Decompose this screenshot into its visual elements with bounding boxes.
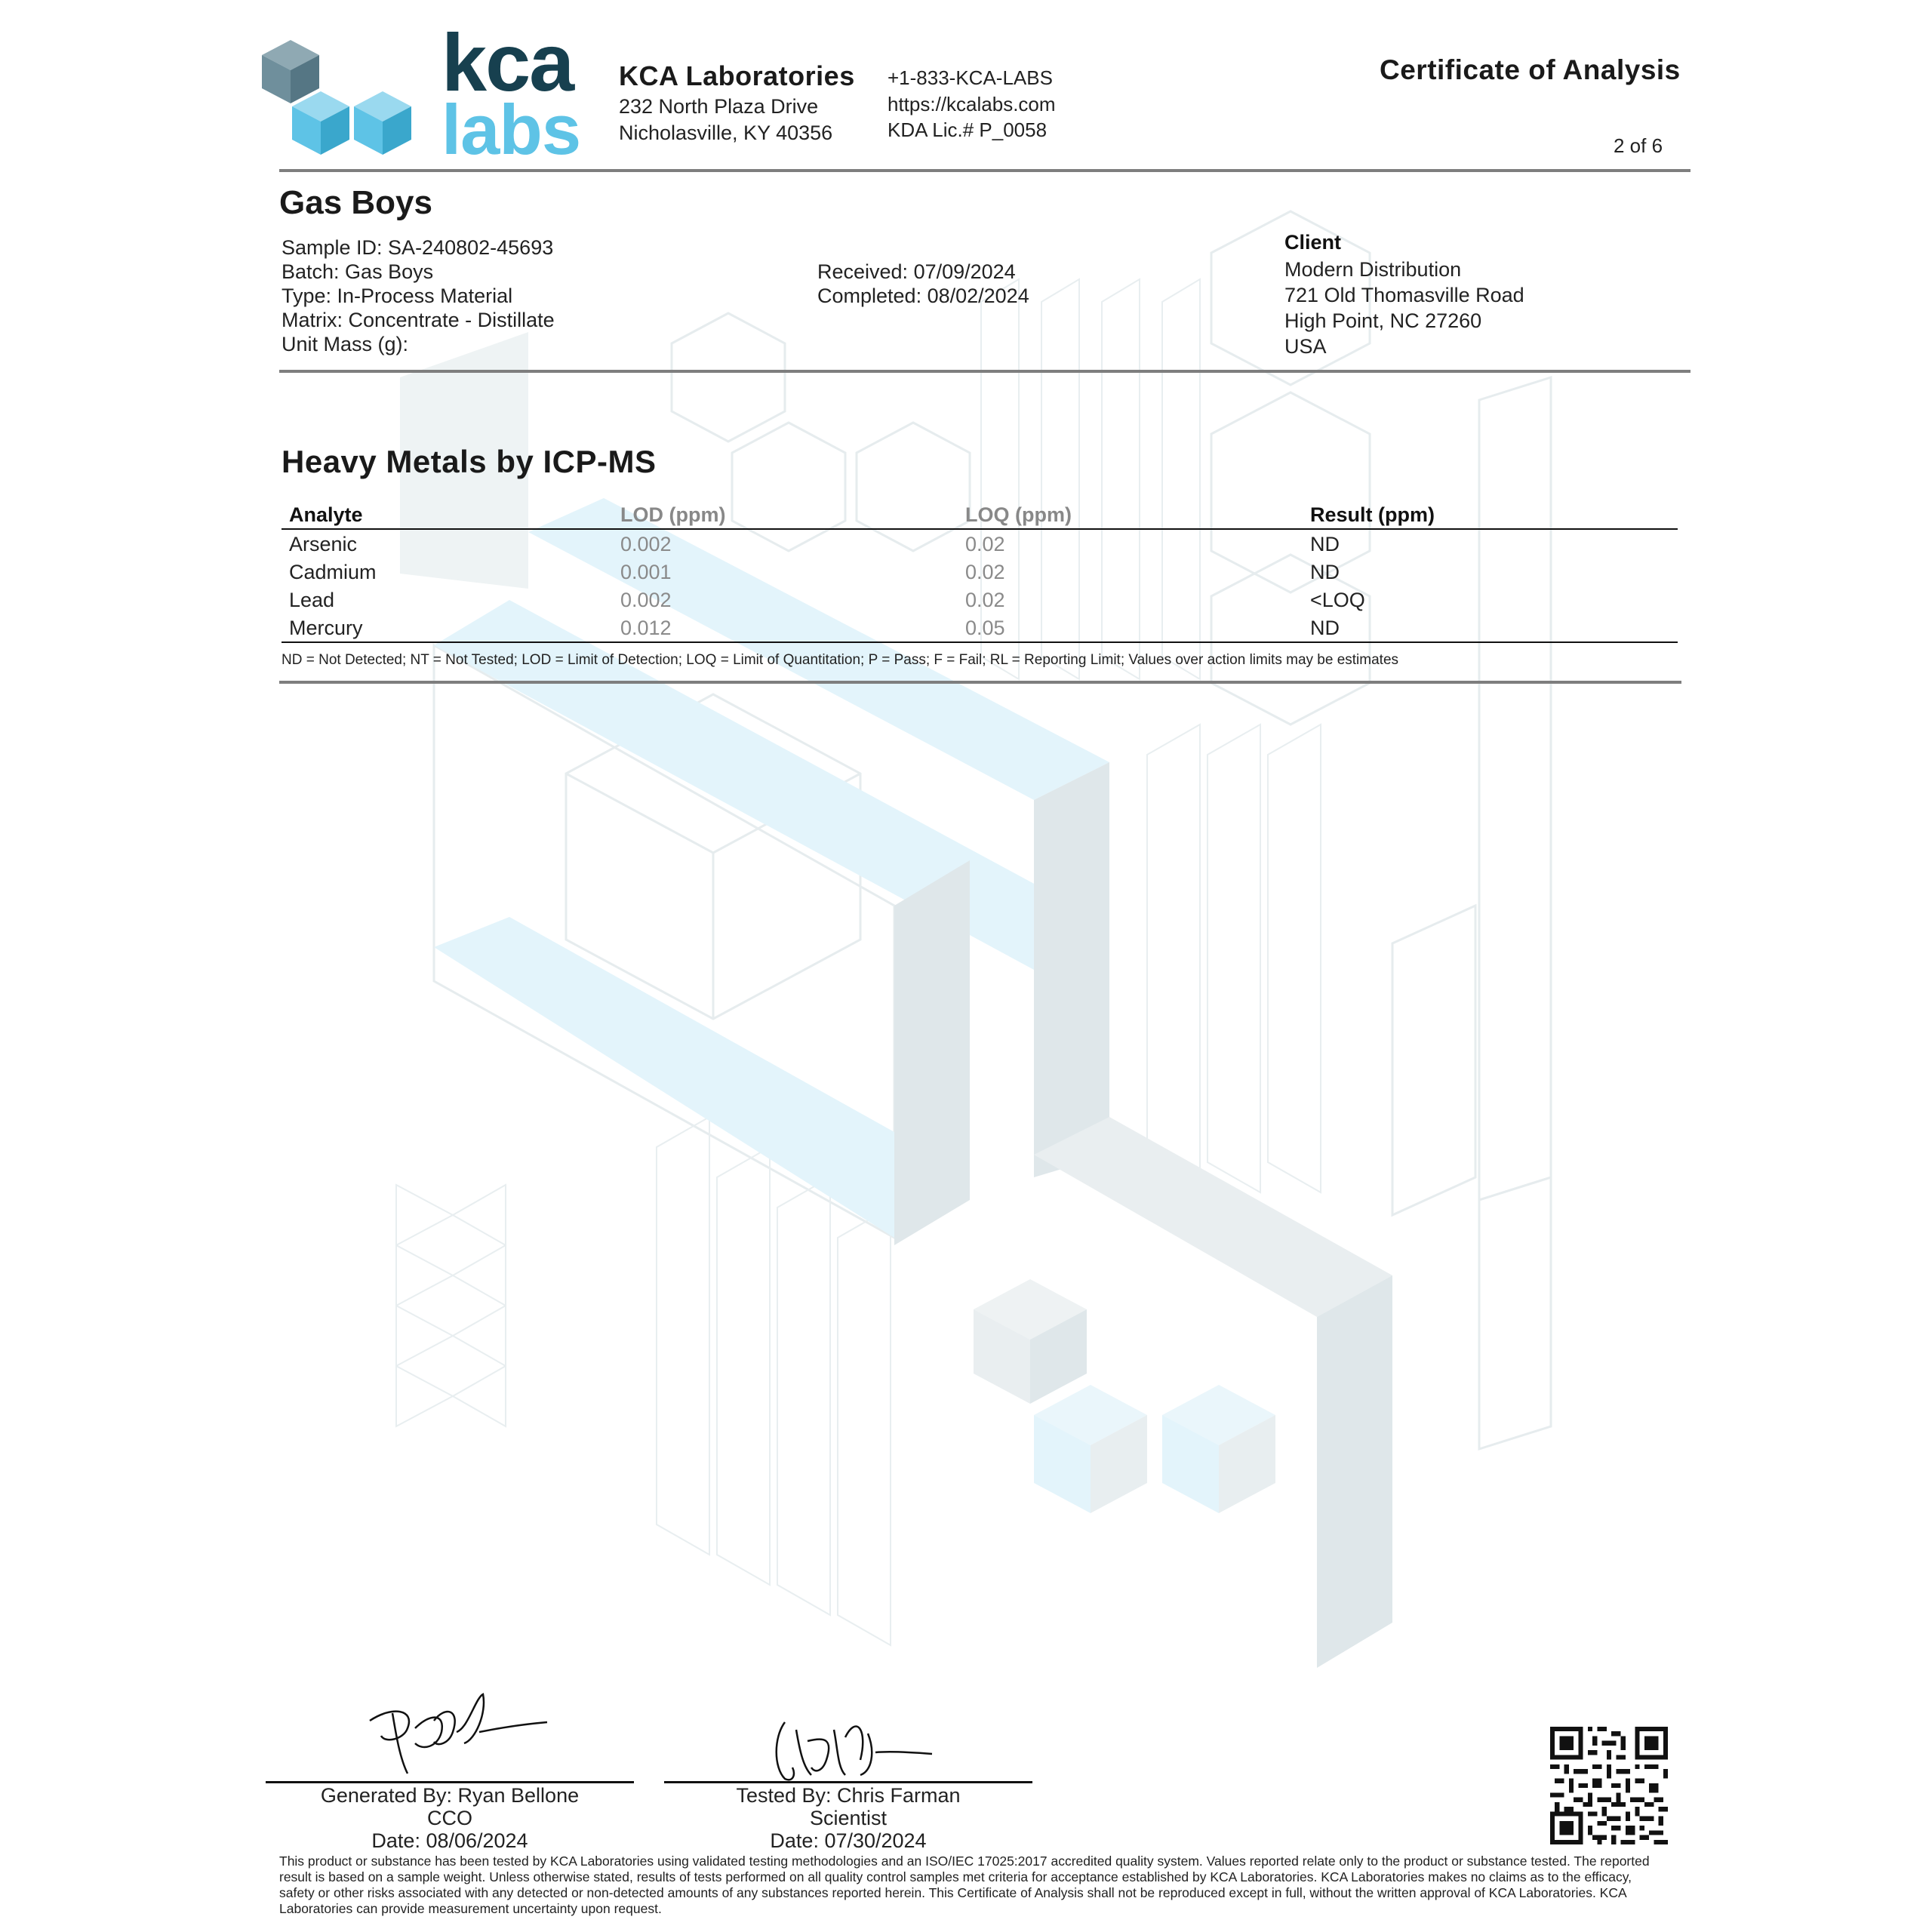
- table-cell-lod: 0.001: [620, 561, 672, 583]
- section-title-heavy-metals: Heavy Metals by ICP-MS: [281, 444, 657, 479]
- generated-by-name: Generated By: Ryan Bellone: [320, 1784, 580, 1807]
- table-cell-loq: 0.02: [965, 561, 1005, 583]
- table-cell-lod: 0.002: [620, 533, 672, 555]
- table-cell-analyte: Lead: [289, 589, 335, 611]
- table-cell-analyte: Arsenic: [289, 533, 358, 555]
- generated-by: [266, 1784, 634, 1852]
- completed-date: Completed: 08/02/2024: [817, 285, 1029, 307]
- table-cell-lod: 0.012: [620, 617, 672, 639]
- table-cell-analyte: Cadmium: [289, 561, 377, 583]
- table-cell-result: <LOQ: [1310, 589, 1365, 611]
- sample-matrix: Matrix: Concentrate - Distillate: [281, 309, 555, 331]
- column-header-loq: LOQ (ppm): [965, 503, 1072, 526]
- sample-name: Gas Boys: [279, 184, 432, 221]
- signature-line-generated: [266, 1781, 634, 1783]
- page-number: 2 of 6: [1614, 134, 1663, 157]
- generated-by-title: CCO: [427, 1807, 472, 1829]
- sample-unit-mass: Unit Mass (g):: [281, 333, 409, 355]
- column-header-lod: LOD (ppm): [620, 503, 726, 526]
- table-cell-result: ND: [1310, 561, 1340, 583]
- client-street: 721 Old Thomasville Road: [1284, 284, 1524, 306]
- lab-license: KDA Lic.# P_0058: [888, 118, 1048, 141]
- column-header-result: Result (ppm): [1310, 503, 1435, 526]
- table-cell-loq: 0.02: [965, 533, 1005, 555]
- table-cell-loq: 0.02: [965, 589, 1005, 611]
- tested-by: [664, 1784, 1032, 1852]
- column-header-analyte: Analyte: [289, 503, 363, 526]
- generated-by-date: Date: 08/06/2024: [371, 1829, 528, 1852]
- section-end-divider: [279, 681, 1681, 684]
- header-divider: [279, 169, 1690, 172]
- tested-by-date: Date: 07/30/2024: [770, 1829, 927, 1852]
- lab-name: KCA Laboratories: [619, 60, 855, 91]
- table-cell-result: ND: [1310, 617, 1340, 639]
- lab-address-line2: Nicholasville, KY 40356: [619, 122, 833, 144]
- table-cell-lod: 0.002: [620, 589, 672, 611]
- sample-divider: [279, 370, 1690, 373]
- tested-by-title: Scientist: [809, 1807, 888, 1829]
- table-cell-analyte: Mercury: [289, 617, 363, 639]
- received-date: Received: 07/09/2024: [817, 260, 1016, 283]
- qr-code-icon[interactable]: [1550, 1727, 1668, 1844]
- table-legend: ND = Not Detected; NT = Not Tested; LOD = Limit of Detection; LOQ = Limit of Quantitation; P = Pass; F = Fail; RL = Reporting Limit; Values over action limits may be estimates: [281, 652, 1399, 668]
- document-title: Certificate of Analysis: [1380, 54, 1681, 85]
- logo-text-labs: labs: [441, 90, 581, 169]
- client-city: High Point, NC 27260: [1284, 309, 1482, 332]
- lab-website-link[interactable]: https://kcalabs.com: [888, 93, 1056, 115]
- client-name: Modern Distribution: [1284, 258, 1462, 281]
- client-heading: Client: [1284, 231, 1342, 254]
- client-country: USA: [1284, 335, 1327, 358]
- disclaimer-text: This product or substance has been tested by KCA Laboratories using validated testing methodologies and an ISO/IEC 17025:2017 accredited quality system. Values reported relate only to the product or substance tested. The reported result is based on a sample weight. Unless otherwise stated, results of tests performed on all quality control samples met criteria for acceptance established by KCA Laboratories. KCA Laboratories makes no claims as to the efficacy, safety or other risks associated with any detected or non-detected amounts of any substances reported herein. This Certificate of Analysis shall not be reproduced except in full, without the written approval of KCA Laboratories. KCA Laboratories can provide measurement uncertainty upon request.: [279, 1854, 1650, 1916]
- logo-text-kca: kca: [441, 17, 574, 108]
- signature-chris-farman: [762, 1707, 943, 1790]
- sample-id: Sample ID: SA-240802-45693: [281, 236, 554, 259]
- lab-phone: +1-833-KCA-LABS: [888, 66, 1053, 89]
- tested-by-name: Tested By: Chris Farman: [736, 1784, 961, 1807]
- sample-batch: Batch: Gas Boys: [281, 260, 434, 283]
- table-header-rule: [281, 528, 1678, 530]
- table-cell-result: ND: [1310, 533, 1340, 555]
- kca-logo: [260, 17, 585, 169]
- logo-cubes-icon: [260, 34, 426, 162]
- sample-type: Type: In-Process Material: [281, 285, 513, 307]
- signature-ryan-bellone: [362, 1690, 558, 1781]
- table-cell-loq: 0.05: [965, 617, 1005, 639]
- lab-address-line1: 232 North Plaza Drive: [619, 95, 819, 118]
